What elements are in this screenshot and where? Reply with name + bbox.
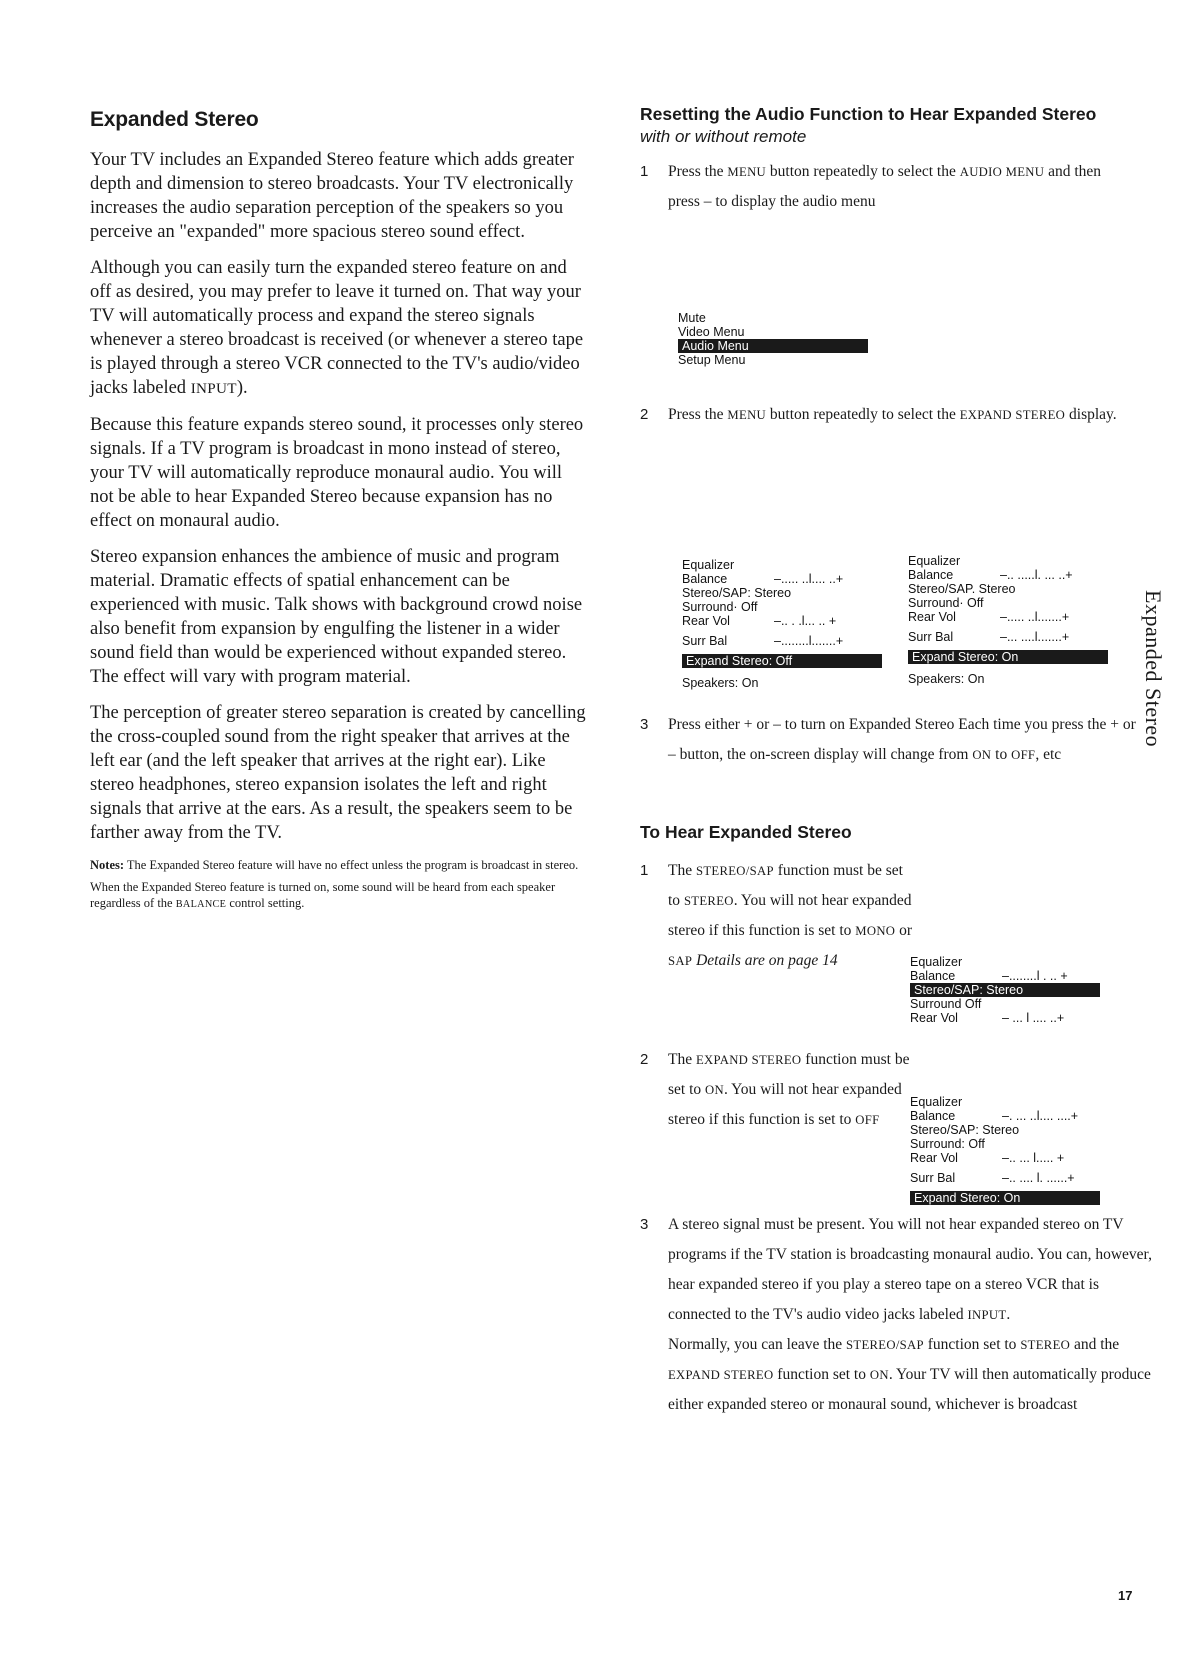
osd-equalizer: Equalizer: [908, 554, 961, 568]
osd-rear-scale: –.. . .l... .. +: [774, 614, 837, 628]
osd-equalizer: Equalizer: [682, 558, 735, 572]
osd-balance-scale: –.. .....l. ... ..+: [1000, 568, 1073, 582]
resetting-subtitle: with or without remote: [640, 127, 807, 146]
osd-expand-stereo-on: Expand Stereo: On: [908, 650, 1108, 664]
osd-rear-scale: –..... ..l.......+: [1000, 610, 1070, 624]
osd-speakers: Speakers: On: [682, 676, 759, 690]
osd-expand-stereo-on-small: Expand Stereo: On: [910, 1191, 1100, 1205]
osd-surr-scale: –... ....l.......+: [1000, 630, 1070, 644]
hear-step-3: 3 A stereo signal must be present. You will not hear expanded stereo on TV programs if the TV station is broadcasting monaural audio. You can, however, hear expanded stereo if you play a stereo tape on a stereo VCR that is connected to the TV's audio video jacks labeled INPUT. Normally, you can leave the STEREO/SAP function set to STEREO and the EXPAND STEREO function set to ON. Your TV will then automatically produce either expanded stereo or monaural sound, whichever is broadcast: [640, 1210, 1158, 1420]
menu-item-mute: Mute: [678, 311, 706, 325]
hear-title: To Hear Expanded Stereo: [640, 822, 852, 842]
resetting-section: [640, 104, 1110, 217]
osd-expand-off: Equalizer Balance –..... ..l.... ..+ Stereo/SAP: Stereo Surround· Off Rear Vol –.. . .l... .. + Surr Bal –........l.......+ Expand Stereo: Off Speakers: On: [682, 558, 882, 690]
hear-step-1: 1 The STEREO/SAP function must be set to STEREO. You will not hear expanded stereo if this function is set to MONO or SAP Details are on page 14: [640, 862, 913, 969]
note-2: When the Expanded Stereo feature is turned on, some sound will be heard from each speaker regardless of the BALANCE control setting.: [90, 880, 556, 910]
reset-step-2: 2 Press the MENU button repeatedly to select the EXPAND STEREO display.: [640, 406, 1117, 423]
paragraph-on-off: Although you can easily turn the expanded stereo feature on and off as desired, you may prefer to leave it turned on. That way your TV will automatically process and expand the stereo signals whenever a stereo broadcast is received (or whenever a stereo tape is played through a stereo VCR connected to the TV's audio/video jacks labeled INPUT).: [90, 258, 584, 398]
hear-step-2: 2 The EXPAND STEREO function must be set to ON. You will not hear expanded stereo if this function is set to OFF: [640, 1051, 910, 1128]
menu-item-audio-selected: Audio Menu: [678, 339, 868, 353]
osd-small-1: Equalizer Balance –........l . .. + Stereo/SAP: Stereo Surround Off Rear Vol – ... l .... ..+: [910, 955, 1100, 1025]
resetting-title: Resetting the Audio Function to Hear Expanded Stereo: [640, 104, 1097, 124]
main-menu-osd: [678, 311, 868, 367]
osd-stereosap: Stereo/SAP. Stereo: [908, 582, 1016, 596]
left-column: [90, 108, 590, 919]
osd-stereosap: Stereo/SAP: Stereo: [682, 586, 792, 600]
paragraph-intro: Your TV includes an Expanded Stereo feature which adds greater depth and dimension to stereo broadcasts. Your TV electronically increases the audio separation perception of the speakers so you perceive an "expanded" more spacious stereo sound effect.: [90, 150, 574, 242]
menu-item-video: Video Menu: [678, 325, 745, 339]
menu-item-setup: Setup Menu: [678, 353, 746, 367]
side-tab-label: Expanded Stereo: [1141, 590, 1166, 748]
paragraph-mono: Because this feature expands stereo sound, it processes only stereo signals. If a TV program is broadcast in mono instead of stereo, your TV will automatically reproduce monaural audio. You will not be able to hear Expanded Stereo because expansion has no effect on monaural audio.: [90, 415, 584, 531]
osd-balance-scale: –..... ..l.... ..+: [774, 572, 844, 586]
section-title: Expanded Stereo: [90, 108, 259, 131]
reset-step-3: 3 Press either + or – to turn on Expanded Stereo Each time you press the + or – button, the on-screen display will change from ON to OFF, etc: [640, 716, 1136, 763]
page-number: 17: [1118, 1588, 1133, 1603]
osd-surround: Surround· Off: [682, 600, 758, 614]
reset-step-1: 1 Press the MENU button repeatedly to select the AUDIO MENU and then press – to display the audio menu: [640, 163, 1102, 210]
osd-speakers: Speakers: On: [908, 672, 985, 686]
osd-expand-on: Equalizer Balance –.. .....l. ... ..+ Stereo/SAP. Stereo Surround· Off Rear Vol –..... ..l.......+ Surr Bal –... ....l.......+ Expand Stereo: On Speakers: On: [908, 554, 1108, 686]
paragraph-ambience: Stereo expansion enhances the ambience of music and program material. Dramatic effects of spatial enhancement can be experienced with music. Talk shows with background crowd noise also benefit from expansion by engulfing the listener in a wider sound field than would be experienced without expanded stereo. The effect will vary with program material.: [90, 547, 583, 687]
hear-normally-note: Normally, you can leave the STEREO/SAP function set to STEREO and the EXPAND STEREO function set to ON. Your TV will then automatically produce either expanded stereo or monaural sound, whichever is broadcast: [668, 1336, 1151, 1413]
osd-surr-scale: –........l.......+: [774, 634, 844, 648]
note-1: Notes: The Expanded Stereo feature will have no effect unless the program is broadcast in stereo.: [90, 858, 579, 872]
osd-expand-stereo-off: Expand Stereo: Off: [682, 654, 882, 668]
osd-small-2: Equalizer Balance –. ... ..l.... ....+ Stereo/SAP: Stereo Surround: Off Rear Vol –.. ... l..... + Surr Bal –.. .... l. ......+ Expand Stereo: On: [910, 1095, 1100, 1205]
paragraph-perception: The perception of greater stereo separation is created by cancelling the cross-coupled sound from the right speaker that arrives at the left ear (and the left speaker that arrives at the right ear). Like stereo headphones, stereo expansion isolates the left and right signals that arrive at the ears. As a result, the speakers seem to be farther away from the TV.: [90, 703, 586, 843]
osd-surround: Surround· Off: [908, 596, 984, 610]
osd-stereosap-selected: Stereo/SAP: Stereo: [910, 983, 1100, 997]
notes: [90, 857, 590, 913]
